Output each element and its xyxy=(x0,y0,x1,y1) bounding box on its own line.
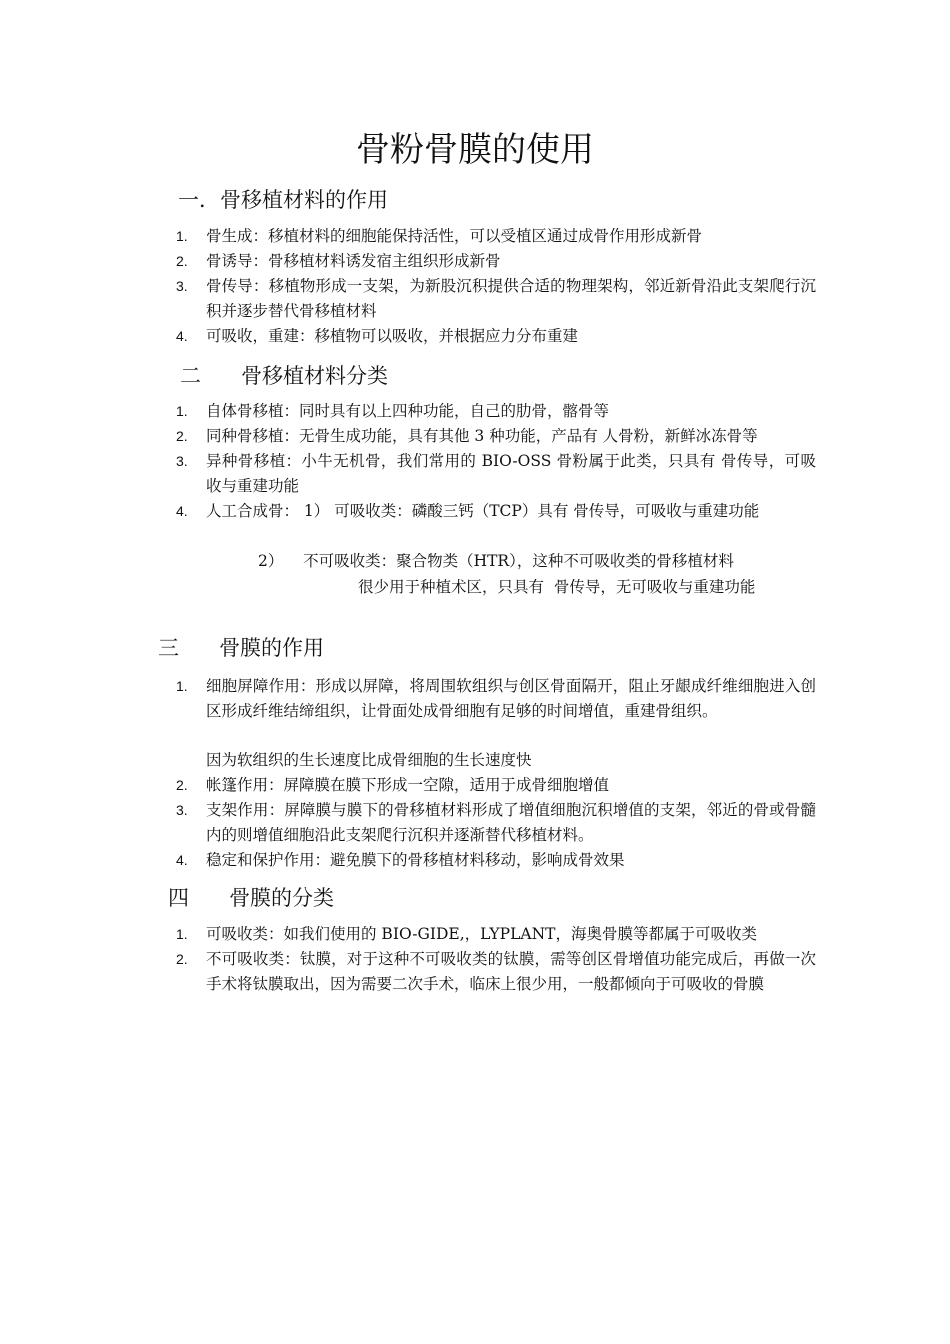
item-text: 骨诱导：骨移植材料诱发宿主组织形成新骨 xyxy=(206,252,501,270)
item-number: 2. xyxy=(176,428,188,444)
item-text: 帐篷作用：屏障膜在膜下形成一空隙，适用于成骨细胞增值 xyxy=(206,776,610,794)
sub-item-line: 2） 不可吸收类：聚合物类（HTR），这种不可吸收类的骨移植材料 xyxy=(258,552,734,570)
item-text: 人工合成骨： 1） 可吸收类：磷酸三钙（TCP）具有 骨传导，可吸收与重建功能 xyxy=(206,502,760,520)
list-item xyxy=(176,224,816,249)
item-number: 4. xyxy=(176,328,188,344)
item-text: 可吸收，重建：移植物可以吸收，并根据应力分布重建 xyxy=(206,327,579,345)
item-text: 细胞屏障作用：形成以屏障，将周围软组织与创区骨面隔开，阻止牙龈成纤维细胞进入创区形成纤维结缔组织，让骨面处成骨细胞有足够的时间增值，重建骨组织。 xyxy=(206,677,816,720)
section-title: 骨膜的分类 xyxy=(229,886,335,910)
section-title: 骨移植材料分类 xyxy=(241,364,389,388)
item-number: 2. xyxy=(176,253,188,269)
item-number: 2. xyxy=(176,777,188,793)
section-number: 三 xyxy=(158,636,179,660)
item-number: 4. xyxy=(176,852,188,868)
item-text: 不可吸收类：钛膜，对于这种不可吸收类的钛膜，需等创区骨增值功能完成后，再做一次手术将钛膜取出，因为需要二次手术，临床上很少用，一般都倾向于可吸收的骨膜 xyxy=(206,950,816,993)
item-number: 1. xyxy=(176,926,188,942)
list-item xyxy=(176,674,816,724)
section-heading-1 xyxy=(178,186,388,214)
list-item xyxy=(176,947,816,997)
list-item xyxy=(176,798,816,848)
list-item xyxy=(176,773,816,798)
list-item xyxy=(176,922,816,947)
item-text: 因为软组织的生长速度比成骨细胞的生长速度快 xyxy=(206,751,532,769)
item-number: 1. xyxy=(176,403,188,419)
item-number: 3. xyxy=(176,453,188,469)
item-number: 2. xyxy=(176,951,188,967)
list-item xyxy=(176,449,816,499)
list-item xyxy=(176,274,816,324)
item-text: 可吸收类：如我们使用的 BIO-GIDE,，LYPLANT，海奥骨膜等都属于可吸收类 xyxy=(206,925,757,943)
item-number: 1. xyxy=(176,228,188,244)
sub-item-line: 很少用于种植术区，只具有 骨传导，无可吸收与重建功能 xyxy=(358,578,756,596)
section-heading-2 xyxy=(180,362,388,390)
list-item xyxy=(176,748,816,773)
item-text: 自体骨移植：同时具有以上四种功能，自己的肋骨，髂骨等 xyxy=(206,402,610,420)
list-item xyxy=(176,848,816,873)
item-text: 同种骨移植：无骨生成功能，具有其他 3 种功能，产品有 人骨粉，新鲜冰冻骨等 xyxy=(206,427,758,445)
section-number: 四 xyxy=(168,886,189,910)
section-heading-3 xyxy=(158,634,324,662)
list-item xyxy=(176,399,816,424)
list-item xyxy=(176,424,816,449)
section-title: 骨膜的作用 xyxy=(219,636,325,660)
section-number: 一． xyxy=(178,188,220,212)
document-title: 骨粉骨膜的使用 xyxy=(356,130,594,170)
item-number: 3. xyxy=(176,278,188,294)
section-heading-4 xyxy=(168,884,334,912)
item-text: 骨传导：移植物形成一支架，为新股沉积提供合适的物理架构，邻近新骨沿此支架爬行沉积并逐步替代骨移植材料 xyxy=(206,277,816,320)
item-text: 稳定和保护作用：避免膜下的骨移植材料移动，影响成骨效果 xyxy=(206,851,625,869)
list-item xyxy=(176,249,816,274)
list-item xyxy=(176,324,816,349)
list-item xyxy=(176,499,816,524)
item-text: 骨生成：移植材料的细胞能保持活性，可以受植区通过成骨作用形成新骨 xyxy=(206,227,703,245)
item-text: 支架作用：屏障膜与膜下的骨移植材料形成了增值细胞沉积增值的支架，邻近的骨或骨髓内的则增值细胞沿此支架爬行沉积并逐渐替代移植材料。 xyxy=(206,801,816,844)
section-number: 二 xyxy=(180,364,201,388)
item-number: 4. xyxy=(176,503,188,519)
item-text: 异种骨移植：小牛无机骨，我们常用的 BIO-OSS 骨粉属于此类，只具有 骨传导，可吸收与重建功能 xyxy=(206,452,816,495)
section-title: 骨移植材料的作用 xyxy=(220,188,388,212)
item-number: 3. xyxy=(176,802,188,818)
item-number: 1. xyxy=(176,678,188,694)
